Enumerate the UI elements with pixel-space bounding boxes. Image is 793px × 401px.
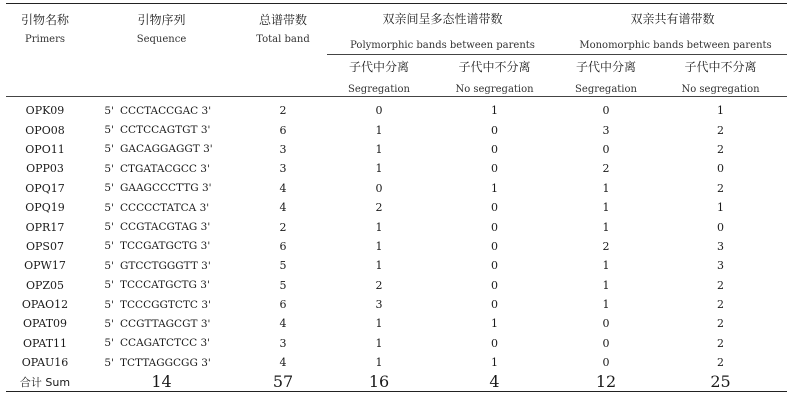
three-prime-label: 3': [201, 356, 211, 369]
five-prime-label: 5': [104, 162, 114, 175]
mono-seg-cell: 3: [602, 123, 610, 137]
five-prime-label: 5': [104, 317, 114, 330]
mono-seg-cell: 1: [602, 201, 610, 215]
poly-noseg-cell: 0: [491, 298, 498, 312]
header-total: [239, 4, 327, 55]
three-prime-label: 3': [200, 240, 211, 253]
sum-mono-seg: 12: [595, 372, 617, 392]
five-prime-label: 5': [104, 104, 114, 117]
header-poly-en: Polymorphic bands between parents: [327, 30, 558, 55]
total-band-cell: 4: [279, 356, 287, 370]
table-row: [6, 120, 787, 139]
header-total-en: Total band: [256, 34, 310, 46]
mono-noseg-cell: 0: [717, 162, 725, 176]
total-band-cell: 6: [279, 298, 287, 312]
table-row: [6, 217, 787, 236]
table-row: [6, 295, 787, 314]
sequence-cell: [84, 179, 239, 198]
primer-name-cell: OPAT09: [22, 317, 68, 331]
mono-seg-cell: 1: [602, 298, 610, 312]
three-prime-label: 3': [201, 259, 211, 272]
table-body: [6, 97, 787, 373]
three-prime-label: 3': [200, 337, 211, 350]
poly-seg-cell: 1: [375, 317, 383, 331]
poly-seg-cell: 1: [375, 123, 383, 137]
three-prime-label: 3': [200, 162, 210, 175]
three-prime-label: 3': [200, 124, 211, 137]
poly-noseg-cell: 0: [491, 239, 498, 253]
five-prime-label: 5': [104, 279, 114, 292]
header-sequence: [84, 4, 239, 55]
mono-seg-cell: 0: [602, 356, 610, 370]
sequence-cell: [84, 314, 239, 333]
five-prime-label: 5': [104, 356, 114, 369]
mono-noseg-cell: 3: [717, 259, 725, 273]
sequence-cell: [84, 198, 239, 217]
sequence-cell: [84, 353, 239, 372]
primer-name-cell: OPO08: [25, 123, 65, 137]
header-primer-en: Primers: [24, 34, 66, 46]
total-band-cell: 4: [279, 181, 287, 195]
sum-poly-noseg: 4: [489, 372, 500, 392]
header-mono-en: Monomorphic bands between parents: [558, 30, 787, 55]
poly-noseg-cell: 0: [491, 142, 498, 156]
sum-total: 57: [272, 372, 294, 392]
sum-label: 合计 Sum: [19, 375, 71, 389]
mono-seg-cell: 1: [602, 278, 610, 292]
poly-noseg-cell: 1: [491, 317, 498, 331]
five-prime-label: 5': [104, 201, 114, 214]
sequence-text: CCAGATCTCC: [120, 337, 198, 350]
total-band-cell: 4: [279, 201, 287, 215]
table-row: [6, 276, 787, 295]
mono-noseg-cell: 2: [717, 123, 725, 137]
header-mono-seg-en: Segregation: [575, 83, 637, 95]
primer-name-cell: OPAT11: [22, 336, 68, 350]
header-sequence-en: Sequence: [136, 34, 187, 46]
sequence-text: GAAGCCCTTG: [120, 182, 199, 195]
five-prime-label: 5': [104, 298, 114, 311]
three-prime-label: 3': [200, 221, 211, 234]
poly-noseg-cell: 1: [491, 104, 498, 118]
sequence-text: TCCCGGTCTC: [120, 298, 198, 311]
table-row: [6, 140, 787, 159]
sequence-cell: [84, 217, 239, 236]
three-prime-label: 3': [203, 143, 213, 156]
sequence-cell: [84, 120, 239, 139]
poly-seg-cell: 1: [375, 356, 383, 370]
five-prime-label: 5': [104, 259, 114, 272]
poly-noseg-cell: 0: [491, 336, 498, 350]
total-band-cell: 6: [279, 239, 287, 253]
five-prime-label: 5': [104, 240, 114, 253]
poly-seg-cell: 2: [375, 201, 383, 215]
primer-name-cell: OPQ19: [25, 201, 65, 215]
sequence-cell: [84, 295, 239, 314]
header-total-zh: 总谱带数: [258, 13, 307, 28]
poly-seg-cell: 1: [375, 259, 383, 273]
table-row: [6, 198, 787, 217]
primer-band-table: [6, 3, 787, 392]
sequence-text: TCCCATGCTG: [120, 279, 197, 292]
poly-noseg-cell: 0: [491, 162, 498, 176]
sequence-text: CCGTACGTAG: [120, 221, 198, 234]
header-mono-noseg-en: No segregation: [681, 83, 760, 95]
five-prime-label: 5': [104, 124, 114, 137]
poly-seg-cell: 0: [375, 104, 383, 118]
total-band-cell: 2: [279, 104, 287, 118]
table-row: [6, 159, 787, 178]
header-poly-zh: 双亲间呈多态性谱带数: [382, 11, 503, 26]
poly-seg-cell: 0: [375, 181, 383, 195]
sum-mono-noseg: 25: [710, 372, 731, 392]
mono-noseg-cell: 2: [717, 298, 725, 312]
mono-noseg-cell: 1: [717, 104, 725, 118]
sequence-cell: [84, 97, 239, 121]
sequence-text: GACAGGAGGT: [120, 143, 200, 156]
mono-noseg-cell: 0: [717, 220, 725, 234]
total-band-cell: 3: [279, 142, 287, 156]
poly-seg-cell: 1: [375, 220, 383, 234]
poly-noseg-cell: 0: [491, 278, 498, 292]
header-mono-noseg-zh: 子代中不分离: [684, 60, 757, 74]
mono-noseg-cell: 3: [717, 239, 725, 253]
three-prime-label: 3': [200, 279, 210, 292]
sequence-text: CCGTTAGCGT: [120, 317, 198, 330]
primer-name-cell: OPZ05: [25, 278, 65, 292]
sum-poly-seg: 16: [368, 372, 390, 392]
mono-noseg-cell: 2: [717, 181, 725, 195]
sequence-cell: [84, 140, 239, 159]
table-row: [6, 256, 787, 275]
primer-name-cell: OPS07: [26, 239, 64, 253]
mono-seg-cell: 1: [602, 259, 610, 273]
sequence-text: GTCCTGGGTT: [120, 259, 198, 272]
sum-seq-count: 14: [151, 372, 172, 392]
sequence-cell: [84, 159, 239, 178]
three-prime-label: 3': [200, 317, 211, 330]
poly-noseg-cell: 1: [491, 356, 498, 370]
poly-seg-cell: 1: [375, 142, 383, 156]
mono-seg-cell: 0: [602, 142, 610, 156]
mono-noseg-cell: 2: [717, 317, 725, 331]
primer-name-cell: OPAU16: [21, 356, 69, 370]
sequence-text: CCCCCTATCA: [120, 201, 197, 214]
sequence-cell: [84, 276, 239, 295]
table-row: [6, 179, 787, 198]
sequence-text: CCCTACCGAC: [120, 104, 199, 117]
mono-seg-cell: 0: [602, 317, 610, 331]
five-prime-label: 5': [104, 221, 114, 234]
three-prime-label: 3': [201, 104, 212, 117]
poly-noseg-cell: 1: [491, 181, 498, 195]
primer-name-cell: OPP03: [26, 162, 64, 176]
mono-noseg-cell: 1: [717, 201, 725, 215]
header-mono-zh: 双亲共有谱带数: [630, 11, 715, 26]
mono-noseg-cell: 2: [717, 356, 725, 370]
sequence-cell: [84, 334, 239, 353]
table-wrapper: [6, 0, 787, 392]
three-prime-label: 3': [201, 182, 212, 195]
table-row: [6, 314, 787, 333]
primer-name-cell: OPQ17: [25, 181, 65, 195]
total-band-cell: 3: [279, 162, 287, 176]
poly-noseg-cell: 0: [491, 220, 498, 234]
poly-seg-cell: 1: [375, 162, 383, 176]
three-prime-label: 3': [199, 201, 210, 214]
header-poly-seg-en: Segregation: [348, 83, 410, 95]
primer-name-cell: OPO11: [25, 142, 65, 156]
table-row: [6, 237, 787, 256]
poly-seg-cell: 2: [375, 278, 383, 292]
total-band-cell: 5: [279, 259, 287, 273]
sum-row: [6, 372, 787, 392]
table-row: [6, 97, 787, 121]
poly-seg-cell: 1: [375, 239, 383, 253]
primer-name-cell: OPK09: [25, 104, 65, 118]
table-row: [6, 334, 787, 353]
sequence-text: CCTCCAGTGT: [120, 124, 198, 137]
poly-noseg-cell: 0: [491, 123, 498, 137]
mono-seg-cell: 2: [602, 239, 610, 253]
header-primer-zh: 引物名称: [20, 13, 69, 28]
primer-name-cell: OPW17: [24, 259, 66, 273]
header-primer: [6, 4, 84, 55]
sequence-cell: [84, 256, 239, 275]
poly-seg-cell: 3: [375, 298, 383, 312]
total-band-cell: 2: [279, 220, 287, 234]
sequence-text: TCTTAGGCGG: [120, 356, 198, 369]
total-band-cell: 4: [279, 317, 287, 331]
mono-seg-cell: 2: [602, 162, 610, 176]
poly-noseg-cell: 0: [491, 201, 498, 215]
mono-noseg-cell: 2: [717, 142, 725, 156]
header-sequence-zh: 引物序列: [137, 13, 186, 28]
mono-seg-cell: 1: [602, 220, 610, 234]
sequence-text: TCCGATGCTG: [120, 240, 198, 253]
mono-seg-cell: 0: [602, 336, 610, 350]
total-band-cell: 6: [279, 123, 287, 137]
total-band-cell: 5: [279, 278, 287, 292]
three-prime-label: 3': [201, 298, 211, 311]
total-band-cell: 3: [279, 336, 287, 350]
five-prime-label: 5': [104, 143, 114, 156]
primer-name-cell: OPR17: [25, 220, 65, 234]
table-row: [6, 353, 787, 372]
mono-noseg-cell: 2: [717, 278, 725, 292]
mono-noseg-cell: 2: [717, 336, 725, 350]
primer-name-cell: OPAO12: [21, 298, 69, 312]
header-poly-noseg-en: No segregation: [455, 83, 534, 95]
mono-seg-cell: 0: [602, 104, 610, 118]
header-poly-noseg-zh: 子代中不分离: [458, 60, 531, 74]
five-prime-label: 5': [104, 182, 114, 195]
header-poly-seg-zh: 子代中分离: [348, 60, 409, 74]
header-mono-seg-zh: 子代中分离: [576, 60, 637, 74]
sequence-cell: [84, 237, 239, 256]
mono-seg-cell: 1: [602, 181, 610, 195]
poly-noseg-cell: 0: [491, 259, 498, 273]
sequence-text: CTGATACGCC: [120, 162, 197, 175]
poly-seg-cell: 1: [375, 336, 383, 350]
five-prime-label: 5': [104, 337, 114, 350]
